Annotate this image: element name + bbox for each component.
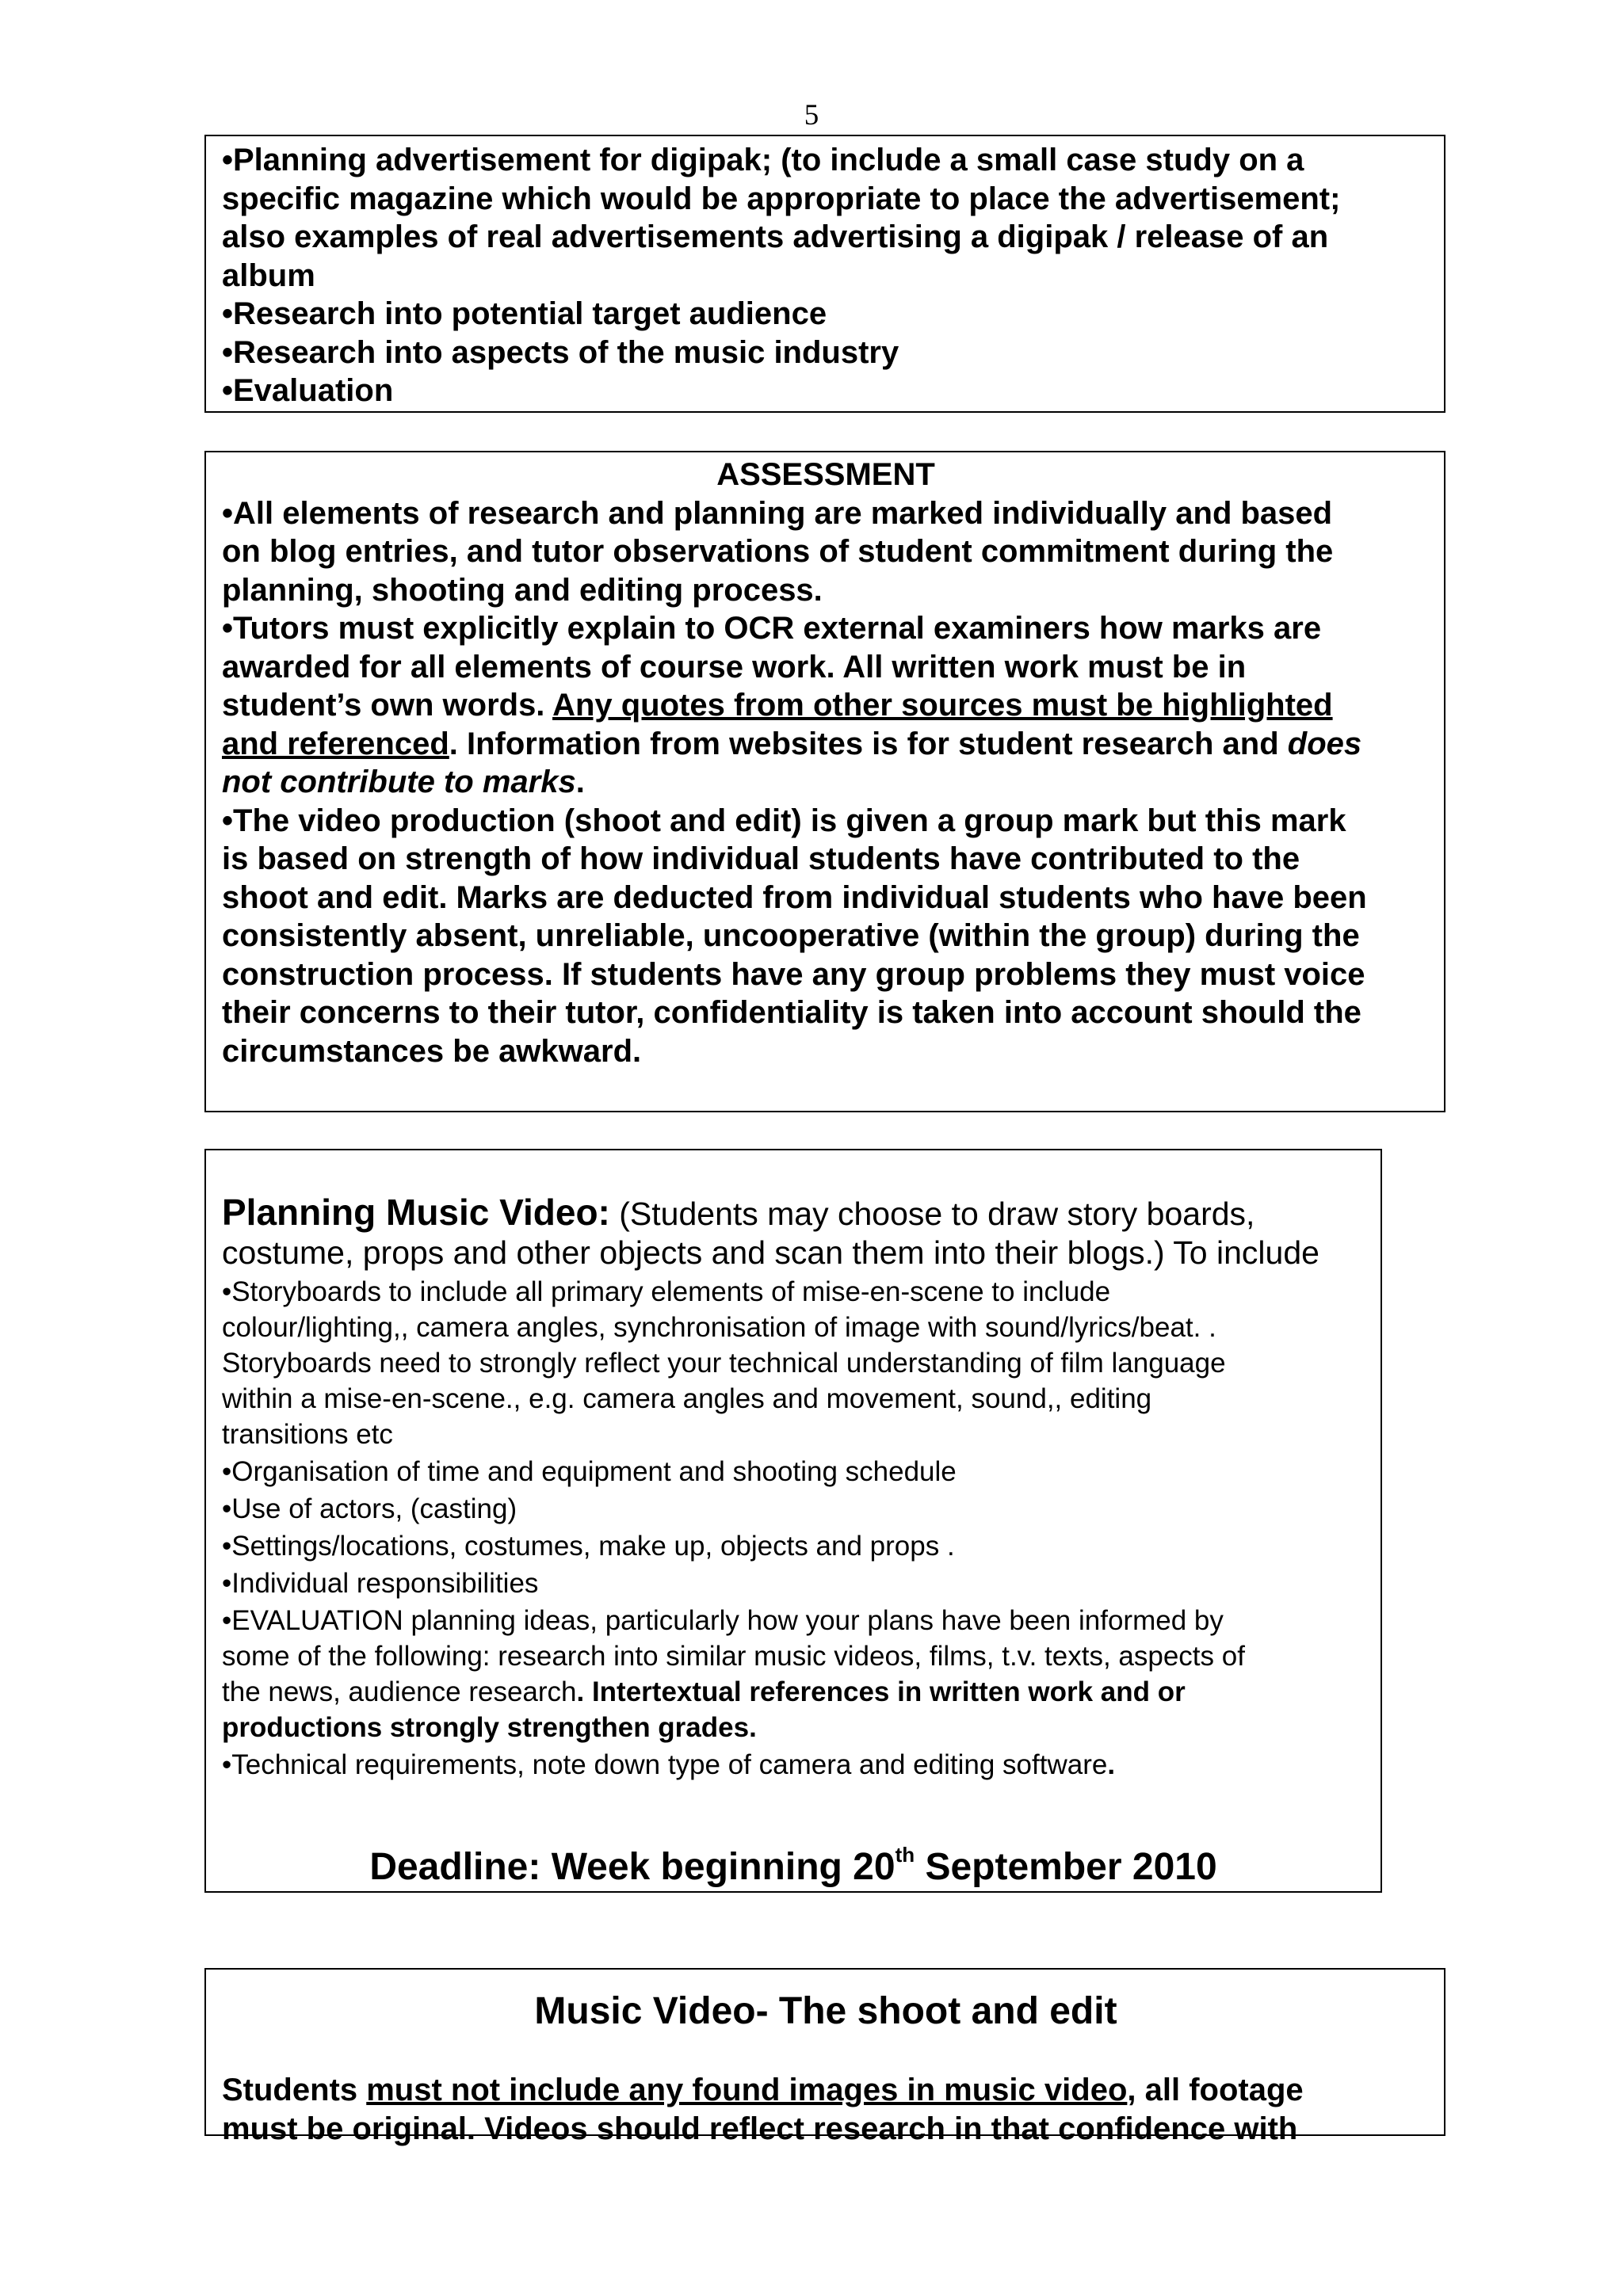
text-line: colour/lighting,, camera angles, synchronisation of image with sound/lyrics/beat. . — [222, 1312, 1216, 1343]
planning-heading-line — [222, 1193, 1366, 1234]
underlined-text: Any quotes from other sources must be highlighted — [552, 688, 1333, 723]
text-span: , all footage — [1127, 2073, 1304, 2107]
text-line: •The video production (shoot and edit) is given a group mark but this mark — [222, 803, 1346, 838]
text-line: their concerns to their tutor, confidentiality is taken into account should the — [222, 995, 1361, 1030]
text-span: September 2010 — [915, 1846, 1217, 1888]
bold-text: . — [1107, 1749, 1116, 1780]
text-line: transitions etc — [222, 1419, 393, 1450]
text-line: album — [222, 257, 315, 293]
text-line: •Planning advertisement for digipak; (to include a small case study on a — [222, 143, 1304, 177]
superscript: th — [895, 1843, 915, 1867]
text-line: within a mise-en-scene., e.g. camera angles and movement, sound,, editing — [222, 1383, 1152, 1414]
text-line: planning, shooting and editing process. — [222, 572, 823, 608]
bullet-settings: •Settings/locations, costumes, make up, objects and props . — [222, 1531, 955, 1562]
text-line: also examples of real advertisements advertising a digipak / release of an — [222, 219, 1329, 254]
text-line: costume, props and other objects and scan them into their blogs.) To include — [222, 1234, 1319, 1271]
bullet-target-audience: •Research into potential target audience — [222, 296, 827, 331]
text-line — [222, 2071, 1430, 2110]
text-line: •EVALUATION planning ideas, particularly how your plans have been informed by — [222, 1605, 1224, 1636]
text-line: some of the following: research into similar music videos, films, t.v. texts, aspects of — [222, 1641, 1245, 1672]
text-line: is based on strength of how individual students have contributed to the — [222, 841, 1300, 876]
bullet-music-industry: •Research into aspects of the music industry — [222, 334, 899, 370]
text-line: •All elements of research and planning are marked individually and based — [222, 495, 1333, 531]
planning-music-video-box — [204, 1149, 1382, 1893]
text-line: consistently absent, unreliable, uncooperative (within the group) during the — [222, 918, 1360, 953]
text-span: student’s own words. — [222, 688, 553, 723]
text-line: on blog entries, and tutor observations of student commitment during the — [222, 534, 1334, 569]
assessment-heading: ASSESSMENT — [716, 457, 935, 492]
bullet-responsibilities: •Individual responsibilities — [222, 1568, 539, 1599]
bullet-actors: •Use of actors, (casting) — [222, 1493, 517, 1524]
text-span: the news, audience research — [222, 1676, 577, 1707]
text-line — [222, 1674, 1366, 1710]
text-span: (Students may choose to draw story boards, — [609, 1196, 1255, 1232]
underlined-text: and referenced — [222, 726, 449, 761]
text-line: must be original. Videos should reflect research in that confidence with — [222, 2111, 1298, 2146]
bold-text: . Intertextual references in written work and or — [576, 1676, 1186, 1707]
text-line: construction process. If students have any group problems they must voice — [222, 956, 1365, 992]
planning-heading: Planning Music Video: — [222, 1192, 610, 1233]
text-line — [222, 763, 1430, 802]
text-line: specific magazine which would be appropriate to place the advertisement; — [222, 181, 1341, 216]
text-line: •Storyboards to include all primary elements of mise-en-scene to include — [222, 1276, 1111, 1307]
bullet-evaluation: •Evaluation — [222, 373, 394, 408]
text-span: Students — [222, 2073, 367, 2107]
text-span: . — [575, 765, 585, 799]
text-line: shoot and edit. Marks are deducted from individual students who have been — [222, 879, 1367, 915]
deadline — [206, 1844, 1381, 1890]
bullet-organisation: •Organisation of time and equipment and shooting schedule — [222, 1456, 957, 1487]
text-line: awarded for all elements of course work. All written work must be in — [222, 649, 1247, 685]
text-line — [222, 686, 1430, 725]
text-span: •Technical requirements, note down type of camera and editing software — [222, 1749, 1108, 1780]
text-line: Storyboards need to strongly reflect your technical understanding of film language — [222, 1348, 1226, 1379]
text-line: circumstances be awkward. — [222, 1033, 642, 1069]
italic-text: not contribute to marks — [222, 765, 576, 799]
text-span: . Information from websites is for student research and — [449, 726, 1288, 761]
text-line: •Tutors must explicitly explain to OCR external examiners how marks are — [222, 611, 1322, 646]
underlined-text: must not include any found images in music video — [366, 2073, 1128, 2107]
text-line — [222, 725, 1430, 764]
planning-advertisement-box — [204, 135, 1445, 413]
text-line: productions strongly strengthen grades. — [222, 1712, 757, 1743]
page-number: 5 — [804, 99, 819, 132]
assessment-box — [204, 451, 1445, 1112]
bullet-technical — [222, 1747, 1366, 1783]
text-span: Deadline: Week beginning 20 — [369, 1846, 896, 1888]
italic-text: does — [1287, 726, 1362, 761]
shoot-edit-body — [222, 2071, 1430, 2148]
shoot-edit-title: Music Video- The shoot and edit — [534, 1990, 1117, 2032]
shoot-and-edit-box — [204, 1968, 1445, 2146]
